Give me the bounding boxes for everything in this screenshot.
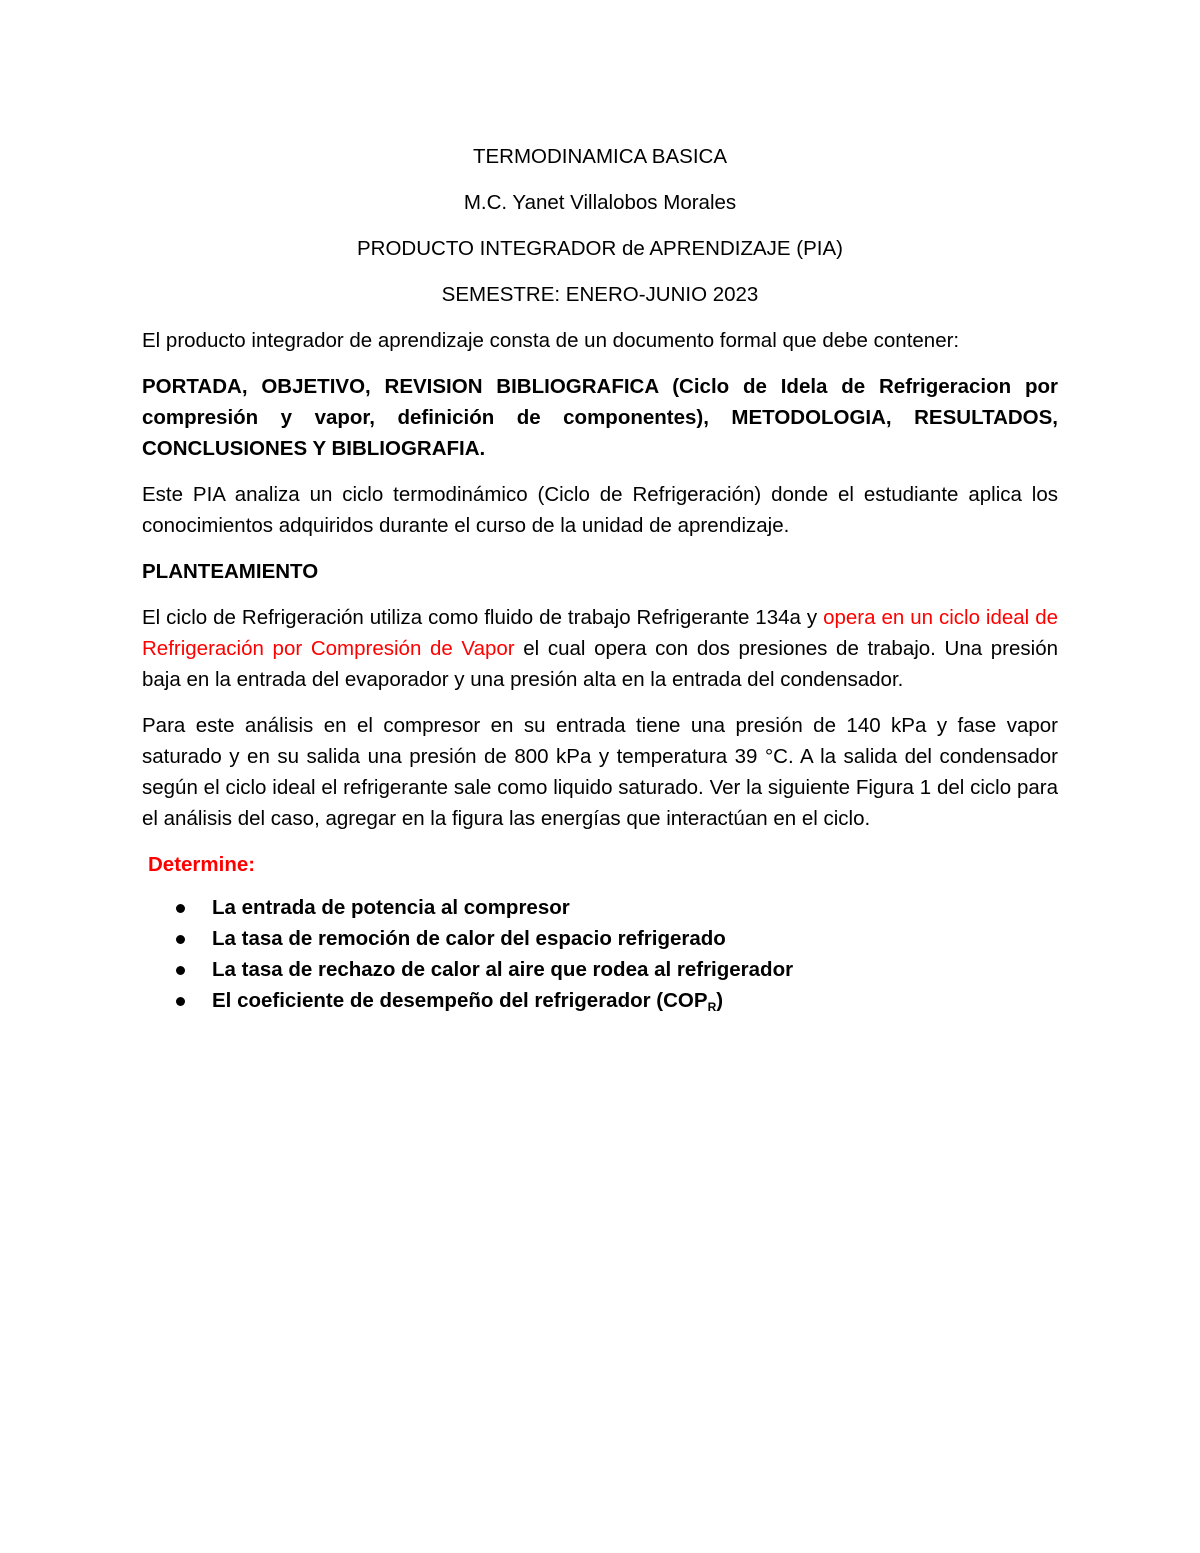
- list-item-text: La entrada de potencia al compresor: [212, 896, 570, 919]
- required-sections-paragraph: PORTADA, OBJETIVO, REVISION BIBLIOGRAFICA (Ciclo de Idela de Refrigeracion por compresión y vapor, definición de componentes), METODOLOGIA, RESULTADOS, CONCLUSIONES Y BIBLIOGRAFIA.: [142, 375, 1058, 460]
- document-body: [142, 141, 1058, 1016]
- list-item-text: El coeficiente de desempeño del refrigerador (COP: [212, 989, 708, 1012]
- planteamiento-heading: PLANTEAMIENTO: [142, 560, 319, 583]
- list-item: [142, 954, 1058, 985]
- determine-heading: Determine:: [148, 853, 256, 876]
- list-item: [142, 892, 1058, 923]
- cycle-description-start: El ciclo de Refrigeración utiliza como fluido de trabajo Refrigerante 134a y: [142, 606, 824, 629]
- bullet-icon: [176, 966, 185, 975]
- cycle-description-highlight: opera en un ciclo ideal de Refrigeración por Compresión de Vapor: [142, 606, 1058, 660]
- product-title: PRODUCTO INTEGRADOR de APRENDIZAJE (PIA): [356, 237, 843, 260]
- bullet-icon: [176, 935, 185, 944]
- analysis-paragraph: Este PIA analiza un ciclo termodinámico (Ciclo de Refrigeración) donde el estudiante aplica los conocimientos adquiridos durante el curso de la unidad de aprendizaje.: [142, 483, 1058, 537]
- course-title: TERMODINAMICA BASICA: [472, 145, 727, 168]
- cop-subscript: R: [707, 1000, 717, 1014]
- list-item-text: La tasa de rechazo de calor al aire que rodea al refrigerador: [212, 958, 794, 981]
- cycle-description-end: el cual opera con dos presiones de trabajo. Una presión baja en la entrada del evaporador y una presión alta en la entrada del condensador.: [142, 637, 1058, 691]
- semester-line: SEMESTRE: ENERO-JUNIO 2023: [441, 283, 759, 306]
- determine-list: [142, 892, 1058, 1016]
- list-item-text: La tasa de remoción de calor del espacio refrigerado: [212, 927, 726, 950]
- bullet-icon: [176, 997, 185, 1006]
- cycle-description-paragraph: [142, 602, 1058, 695]
- intro-paragraph: El producto integrador de aprendizaje consta de un documento formal que debe contener:: [142, 329, 960, 352]
- list-item: [142, 985, 1058, 1016]
- analysis-conditions-paragraph: Para este análisis en el compresor en su entrada tiene una presión de 140 kPa y fase vapor saturado y en su salida una presión de 800 kPa y temperatura 39 °C. A la salida del condensador según el ciclo ideal el refrigerante sale como liquido saturado. Ver la siguiente Figura 1 del ciclo para el análisis del caso, agregar en la figura las energías que interactúan en el ciclo.: [142, 714, 1058, 830]
- bullet-icon: [176, 904, 185, 913]
- list-item: [142, 923, 1058, 954]
- cop-close: ): [716, 989, 724, 1012]
- teacher-name: M.C. Yanet Villalobos Morales: [463, 191, 737, 214]
